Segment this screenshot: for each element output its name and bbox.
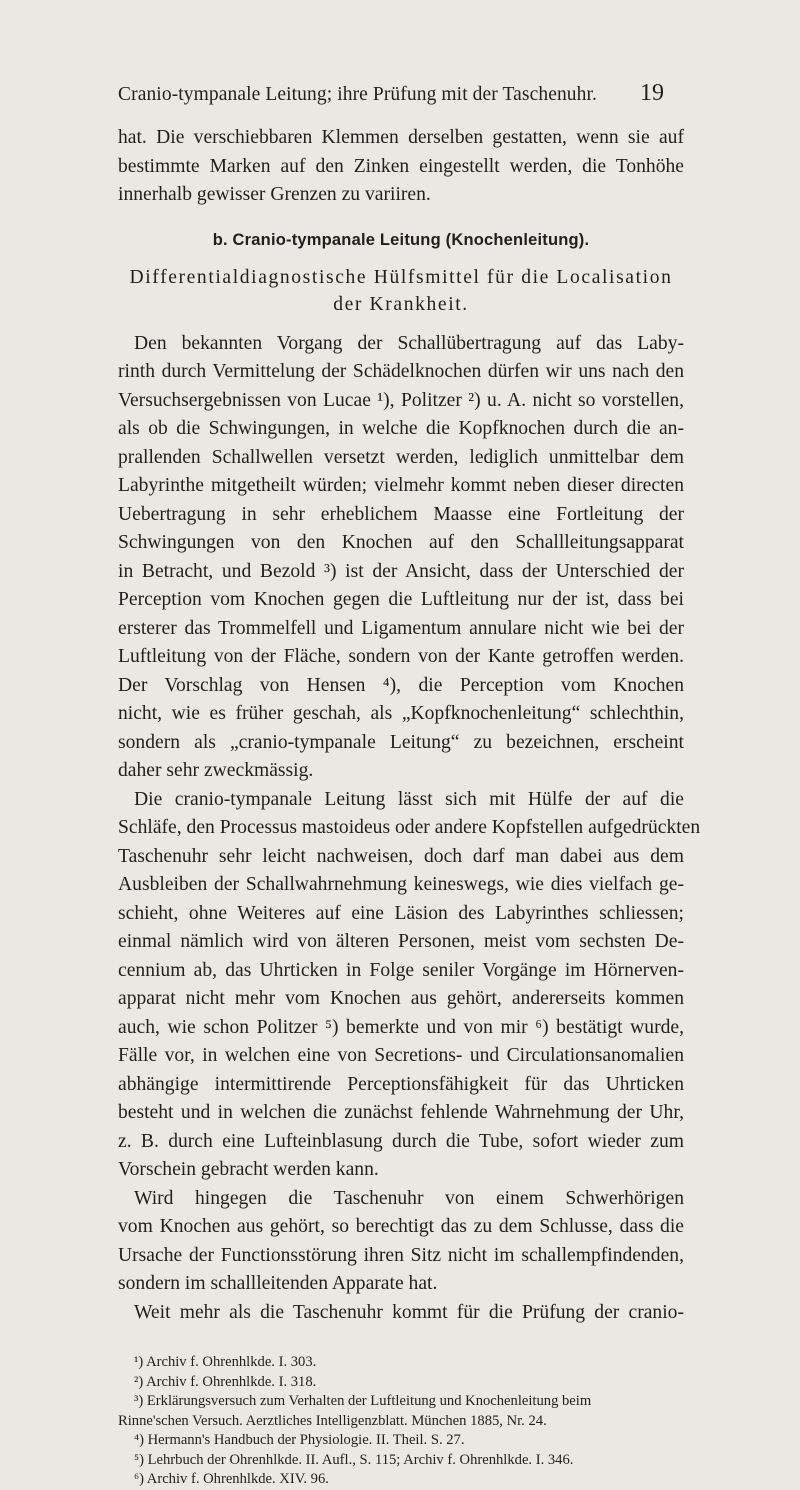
footnote: ⁶) Archiv f. Ohrenhlkde. XIV. 96.: [134, 1471, 329, 1487]
text-line: bestimmte Marken auf den Zinken eingestellt werden, die Tonhöhe: [118, 155, 684, 177]
text-line: sondern als „cranio-tympanale Leitung“ zu bezeichnen, erscheint: [118, 731, 684, 753]
text-line: Vorschein gebracht werden kann.: [118, 1159, 379, 1180]
text-line: Weit mehr als die Taschenuhr kommt für die Prüfung der cranio-: [134, 1301, 684, 1323]
page-body: [118, 124, 701, 1490]
text-line: Versuchsergebnissen von Lucae ¹), Politzer ²) u. A. nicht so vorstellen,: [118, 389, 684, 411]
page-header: [0, 80, 800, 114]
text-line: abhängige intermittirende Perceptionsfähigkeit für das Uhrticken: [118, 1073, 684, 1095]
footnote-continuation: Rinne'schen Versuch. Aerztliches Intelligenzblatt. München 1885, Nr. 24.: [118, 1412, 547, 1429]
text-line: Labyrinthe mitgetheilt würden; vielmehr kommt neben dieser directen: [118, 475, 684, 496]
text-line: Uebertragung in sehr erheblichem Maasse eine Fortleitung der: [118, 503, 684, 525]
paragraph-continuation: [118, 124, 684, 210]
running-title: Cranio-tympanale Leitung; ihre Prüfung mit der Taschenuhr.: [118, 84, 597, 105]
text-line: innerhalb gewisser Grenzen zu variiren.: [118, 184, 431, 205]
footnotes: [118, 1353, 684, 1490]
text-line: Die cranio-tympanale Leitung lässt sich mit Hülfe der auf die: [134, 788, 684, 810]
page-number: 19: [640, 80, 664, 106]
text-line: in Betracht, und Bezold ³) ist der Ansicht, dass der Unterschied der: [118, 560, 684, 582]
text-line: Wird hingegen die Taschenuhr von einem Schwerhörigen: [134, 1187, 684, 1209]
text-line: Ausbleiben der Schallwahrnehmung keineswegs, wie dies vielfach ge-: [118, 874, 684, 895]
footnote: ²) Archiv f. Ohrenhlkde. I. 318.: [134, 1373, 317, 1390]
text-line: rinth durch Vermittelung der Schädelknochen dürfen wir uns nach den: [118, 361, 684, 382]
footnote: ⁵) Lehrbuch der Ohrenhlkde. II. Aufl., S. 115; Archiv f. Ohrenhlkde. I. 346.: [134, 1451, 574, 1468]
footnote: ¹) Archiv f. Ohrenhlkde. I. 303.: [134, 1354, 317, 1370]
text-line: Ursache der Functionsstörung ihren Sitz nicht im schallempfindenden,: [118, 1244, 684, 1266]
text-line: Schwingungen von den Knochen auf den Schallleitungsapparat: [118, 532, 684, 553]
paragraph: [118, 330, 684, 786]
text-line: Der Vorschlag von Hensen ⁴), die Perception vom Knochen: [118, 674, 684, 696]
text-line: cennium ab, das Uhrticken in Folge seniler Vorgänge im Hörnerven-: [118, 959, 684, 981]
text-line: ersterer das Trommelfell und Ligamentum annulare nicht wie bei der: [118, 617, 684, 639]
subheading-line: der Krankheit.: [333, 293, 469, 315]
text-line: hat. Die verschiebbaren Klemmen derselben gestatten, wenn sie auf: [118, 127, 684, 148]
text-line: prallenden Schallwellen versetzt werden, lediglich unmittelbar dem: [118, 446, 684, 468]
text-line: daher sehr zweckmässig.: [118, 760, 314, 781]
text-line: Schläfe, den Processus mastoideus oder andere Kopfstellen aufgedrückten: [118, 817, 701, 838]
text-line: Taschenuhr sehr leicht nachweisen, doch darf man dabei aus dem: [118, 845, 684, 867]
paragraph: [118, 786, 701, 1185]
text-line: Fälle vor, in welchen eine von Secretions- und Circulationsanomalien: [118, 1045, 684, 1066]
text-line: Perception vom Knochen gegen die Luftleitung nur der ist, dass bei: [118, 589, 684, 610]
text-line: nicht, wie es früher geschah, als „Kopfknochenleitung“ schlechthin,: [118, 703, 684, 724]
paragraph: [118, 1185, 684, 1299]
text-line: Luftleitung von der Fläche, sondern von der Kante getroffen werden.: [118, 646, 684, 667]
paragraph: [118, 1299, 684, 1328]
text-line: schieht, ohne Weiteres auf eine Läsion des Labyrinthes schliessen;: [118, 902, 684, 924]
subheading: [118, 264, 684, 318]
footnote: ⁴) Hermann's Handbuch der Physiologie. II. Theil. S. 27.: [134, 1432, 465, 1448]
text-line: z. B. durch eine Lufteinblasung durch die Tube, sofort wieder zum: [118, 1130, 684, 1152]
text-line: auch, wie schon Politzer ⁵) bemerkte und von mir ⁶) bestätigt wurde,: [118, 1016, 684, 1038]
text-line: als ob die Schwingungen, in welche die Kopfknochen durch die an-: [118, 418, 684, 439]
text-line: Den bekannten Vorgang der Schallübertragung auf das Laby-: [134, 332, 684, 354]
footnote: ³) Erklärungsversuch zum Verhalten der Luftleitung und Knochenleitung beim: [134, 1393, 592, 1409]
text-line: einmal nämlich wird von älteren Personen, meist vom sechsten De-: [118, 931, 684, 952]
text-line: sondern im schallleitenden Apparate hat.: [118, 1273, 438, 1294]
text-line: besteht und in welchen die zunächst fehlende Wahrnehmung der Uhr,: [118, 1102, 684, 1123]
text-line: vom Knochen aus gehört, so berechtigt das zu dem Schlusse, dass die: [118, 1216, 684, 1237]
subheading-line: Differentialdiagnostische Hülfsmittel für die Localisation: [129, 266, 673, 288]
section-heading: b. Cranio-tympanale Leitung (Knochenleitung).: [212, 230, 590, 249]
text-line: apparat nicht mehr vom Knochen aus gehört, andererseits kommen: [118, 988, 684, 1009]
